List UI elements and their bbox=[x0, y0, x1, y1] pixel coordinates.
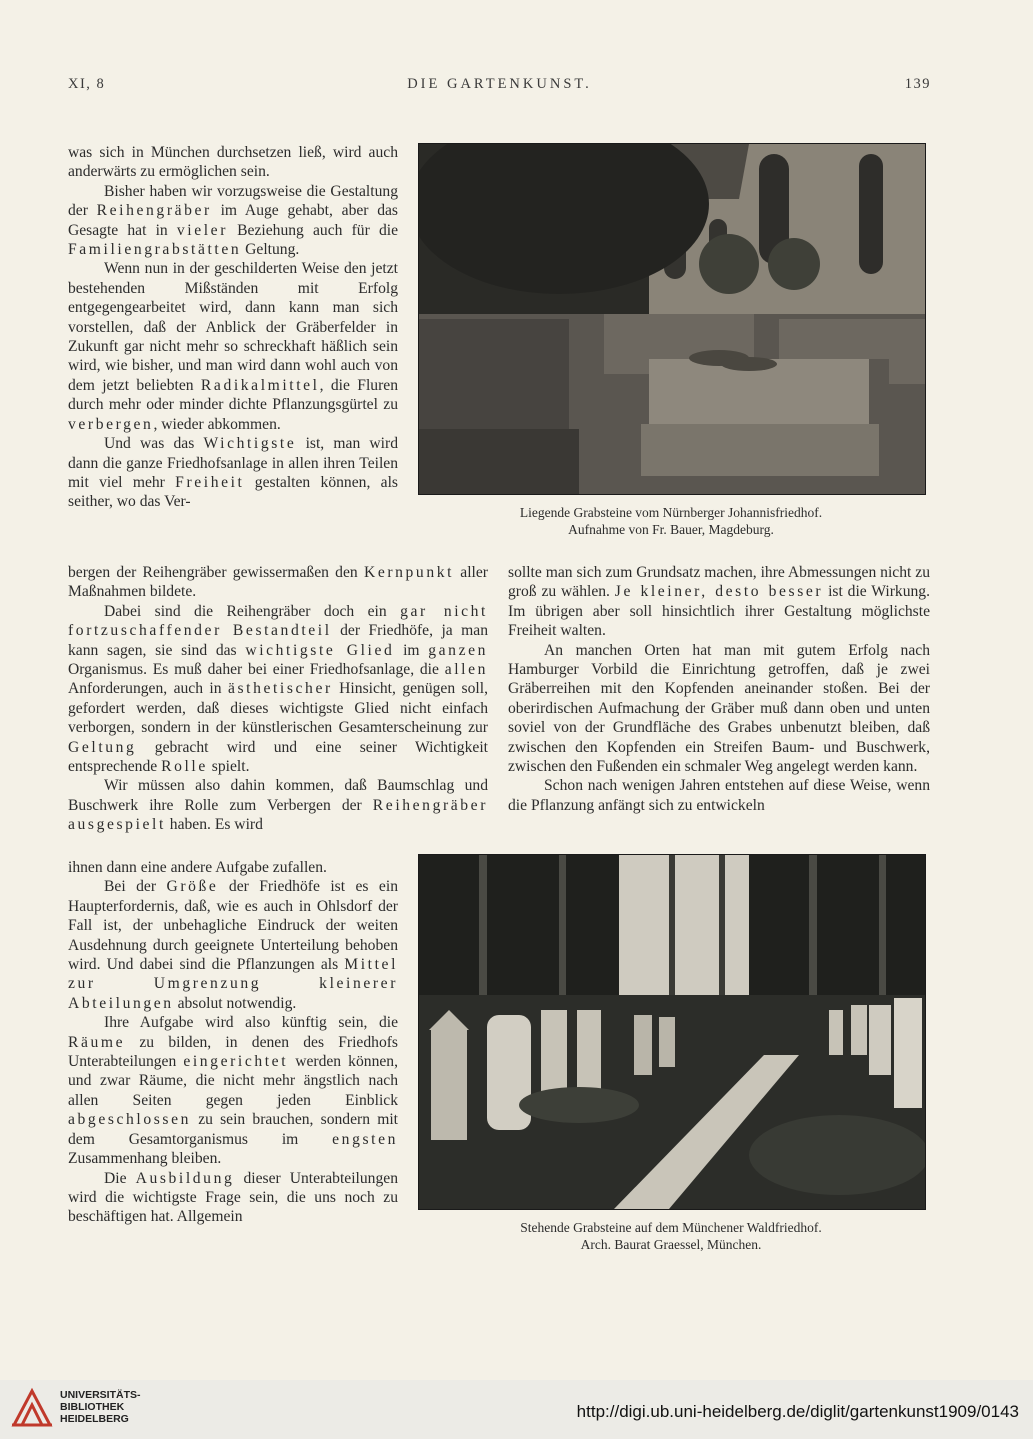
text-run: Die bbox=[104, 1169, 136, 1187]
text-run: was sich in München durchsetzen ließ, wird auch anderwärts zu ermöglichen sein. bbox=[68, 144, 398, 181]
spaced-emphasis: Räume bbox=[68, 1033, 126, 1051]
text-run: ist, man wird dann die ganze Friedhofsanlage in allen ihren Teilen mit viel mehr bbox=[68, 435, 398, 491]
photo-lying-gravestones-image bbox=[419, 144, 925, 494]
paragraph bbox=[68, 434, 398, 512]
volume-issue: XI, 8 bbox=[68, 76, 106, 92]
library-name-line3: HEIDELBERG bbox=[60, 1413, 129, 1425]
text-run: haben. Es wird bbox=[165, 816, 263, 834]
paragraph bbox=[68, 877, 398, 1013]
caption-bottom bbox=[418, 1219, 924, 1253]
paragraph bbox=[508, 641, 930, 777]
text-run: An manchen Orten hat man mit gutem Erfolg nach Hamburger Vorbild die Einrichtung getroffen, daß je zwei Gräberreihen mit den Kopfenden aneinander stoßen. Bei der oberirdischen Aufmachung der Gräber muß dann oben und unten soviel von der Grundfläche des Grabes unbenutzt bleiben, daß zwischen den Kopfenden ein Streifen Baum- und Buschwerk, zwischen den Fußenden ein schmaler Weg angelegt werden kann. bbox=[508, 641, 930, 776]
spaced-emphasis: allen bbox=[444, 661, 488, 679]
text-run: Schon nach wenigen Jahren entstehen auf diese Weise, wenn die Pflanzung anfängt sich zu entwickeln bbox=[508, 777, 930, 814]
text-run: walten. bbox=[556, 622, 606, 640]
text-run: Und was das bbox=[104, 435, 204, 453]
spaced-emphasis: wichtigste Glied bbox=[245, 641, 395, 659]
text-run: Wenn nun in der geschilderten Weise den jetzt bestehenden Mißständen mit Erfolg entgegengearbeitet wird, dann kann man sich vorstellen, daß der Anblick der Gräberfelder in Zukunft gar nicht mehr so schreckhaft häßlich sein wird, wie bisher, und man wird dann wohl auch von dem jetzt beliebten bbox=[68, 260, 398, 394]
text-column-lower-left bbox=[68, 858, 398, 1262]
caption-top-title: Liegende Grabsteine vom Nürnberger Johannisfriedhof. bbox=[519, 505, 823, 520]
text-run: zu sein brauchen, sondern mit dem Gesamtorganismus im bbox=[68, 1111, 398, 1148]
text-run: Organismus. Es muß daher bei einer Friedhofsanlage, die bbox=[68, 661, 445, 679]
text-run: sollte man sich zum Grundsatz machen, ihre Abmessungen nicht zu groß zu wählen. bbox=[508, 564, 930, 601]
paragraph bbox=[68, 1013, 398, 1168]
spaced-emphasis: eingerichtet bbox=[183, 1053, 289, 1071]
text-run: Zusammenhang bleiben. bbox=[68, 1150, 222, 1168]
paragraph bbox=[68, 858, 398, 877]
spaced-emphasis: Kernpunkt bbox=[363, 564, 455, 581]
journal-title: DIE GARTENKUNST. bbox=[407, 76, 592, 92]
text-run: werden können, und zwar Räume, die nicht mehr ängstlich nach allen Seiten gegen jeden Einblick bbox=[68, 1053, 398, 1109]
text-run: Beziehung auch für die bbox=[228, 221, 398, 239]
spaced-emphasis: Größe bbox=[166, 878, 219, 896]
text-column-top-left bbox=[68, 143, 398, 563]
spaced-emphasis: Familiengrabstätten bbox=[68, 241, 242, 259]
spaced-emphasis: vieler bbox=[176, 221, 228, 239]
text-run: Anforderungen, auch in bbox=[68, 680, 228, 698]
caption-top-credit: Aufnahme von Fr. Bauer, Magdeburg. bbox=[568, 522, 774, 537]
spaced-emphasis: ganzen bbox=[428, 641, 488, 659]
caption-bottom-credit: Arch. Baurat Graessel, München. bbox=[580, 1237, 762, 1252]
text-run: Bisher haben wir vorzugsweise die Gestaltung der bbox=[68, 182, 398, 220]
text-run: zu bilden, in denen des Friedhofs Unterabteilungen bbox=[68, 1033, 398, 1071]
text-run: aller Maßnahmen bildete. bbox=[68, 564, 488, 601]
photo-lying-gravestones bbox=[418, 143, 926, 495]
text-run: Wir müssen also dahin kommen, daß Baumschlag und Buschwerk ihre Rolle zum Verbergen der bbox=[68, 777, 488, 814]
text-run: Bei der bbox=[104, 878, 167, 896]
spaced-emphasis: Geltung bbox=[68, 738, 137, 756]
paragraph bbox=[68, 776, 488, 834]
library-name-line2: BIBLIOTHEK bbox=[60, 1401, 125, 1413]
paragraph bbox=[68, 563, 488, 602]
text-run: im bbox=[394, 641, 429, 659]
spaced-emphasis: abgeschlossen bbox=[68, 1111, 192, 1129]
library-name-line1: UNIVERSITÄTS- bbox=[60, 1389, 141, 1401]
text-run: dieser Unterabteilungen wird die wichtigste Frage sein, die uns noch zu beschäftigen hat. Allgemein bbox=[68, 1169, 398, 1226]
text-run: der Friedhöfe ist es ein Haupterfordernis, daß, wie es auch in Ohlsdorf der Fall ist, der unbehagliche Eindruck der weiten Ausdehnung durch geeignete Unterteilung behoben wird. Und dabei sind die Pflanzungen als bbox=[68, 878, 398, 974]
spaced-emphasis: Radikalmittel bbox=[200, 376, 320, 394]
text-run: gestalten können, als seither, wo das Ver- bbox=[68, 473, 398, 511]
photo-standing-gravestones bbox=[418, 854, 926, 1210]
page-number: 139 bbox=[904, 76, 931, 92]
paragraph bbox=[68, 143, 398, 182]
spaced-emphasis: engsten bbox=[332, 1130, 398, 1148]
text-run: im Auge gehabt, aber das Gesagte hat in bbox=[68, 202, 398, 239]
text-run: spielt. bbox=[207, 758, 250, 776]
spaced-emphasis: Freiheit bbox=[175, 473, 245, 491]
paragraph bbox=[508, 776, 930, 815]
paragraph bbox=[68, 259, 398, 434]
spaced-emphasis: gar nicht fortzuschaffender Bestandteil bbox=[68, 602, 488, 640]
library-logo[interactable] bbox=[8, 1385, 178, 1433]
spaced-emphasis: Reihengräber bbox=[96, 202, 212, 220]
text-run: Hinsicht, genügen soll, gefordert werden, daß dieses wichtigste Glied nicht einfach verborgen, sondern in der künstlerischen Gesamterscheinung zur bbox=[68, 680, 488, 737]
text-run: ihnen dann eine andere Aufgabe zufallen. bbox=[68, 859, 327, 876]
library-emblem-icon bbox=[10, 1387, 54, 1429]
text-run: Ihre Aufgabe wird also künftig sein, die bbox=[104, 1014, 398, 1032]
text-run: , die Fluren durch mehr oder minder dichte Pflanzungsgürtel zu bbox=[68, 376, 398, 414]
text-run: , wieder abkommen. bbox=[153, 415, 281, 433]
text-run: Geltung. bbox=[241, 241, 300, 259]
text-run: möglichste Freiheit bbox=[508, 602, 930, 640]
source-url-link[interactable]: http://digi.ub.uni-heidelberg.de/diglit/gartenkunst1909/0143 bbox=[576, 1402, 1019, 1421]
spaced-emphasis: Rolle bbox=[161, 758, 208, 776]
running-head bbox=[68, 76, 931, 96]
caption-bottom-title: Stehende Grabsteine auf dem Münchener Waldfriedhof. bbox=[520, 1220, 822, 1235]
spaced-emphasis: verbergen bbox=[68, 415, 154, 433]
library-name bbox=[60, 1389, 141, 1425]
caption-top bbox=[418, 504, 924, 538]
photo-standing-gravestones-image bbox=[419, 855, 925, 1209]
spaced-emphasis: Mittel zur Umgrenzung kleinerer Abteilungen bbox=[68, 956, 398, 1012]
text-run: der Friedhöfe, ja man kann sagen, sie sind das bbox=[68, 622, 488, 659]
paragraph bbox=[68, 1169, 398, 1227]
text-run: ist die Wirkung. Im übrigen aber soll hinsichtlich ihrer Gestaltung bbox=[508, 583, 930, 620]
spaced-emphasis: Ausbildung bbox=[135, 1169, 235, 1187]
spaced-emphasis: ästhetischer bbox=[227, 680, 333, 698]
spaced-emphasis: Je kleiner, desto besser bbox=[614, 583, 824, 601]
text-run: absolut notwendig. bbox=[173, 994, 297, 1012]
paragraph bbox=[508, 563, 930, 641]
spaced-emphasis: Reihengräber ausgespielt bbox=[68, 796, 488, 834]
text-run: Dabei sind die Reihengräber doch ein bbox=[104, 602, 401, 620]
text-run: bergen der Reihengräber gewissermaßen den bbox=[68, 564, 364, 581]
text-run: gebracht wird und eine seiner Wichtigkeit entsprechende bbox=[68, 738, 488, 776]
paragraph bbox=[68, 182, 398, 260]
text-column-wide-left bbox=[68, 563, 488, 860]
spaced-emphasis: Wichtigste bbox=[203, 435, 297, 453]
paragraph bbox=[68, 602, 488, 777]
text-column-right bbox=[508, 563, 930, 835]
